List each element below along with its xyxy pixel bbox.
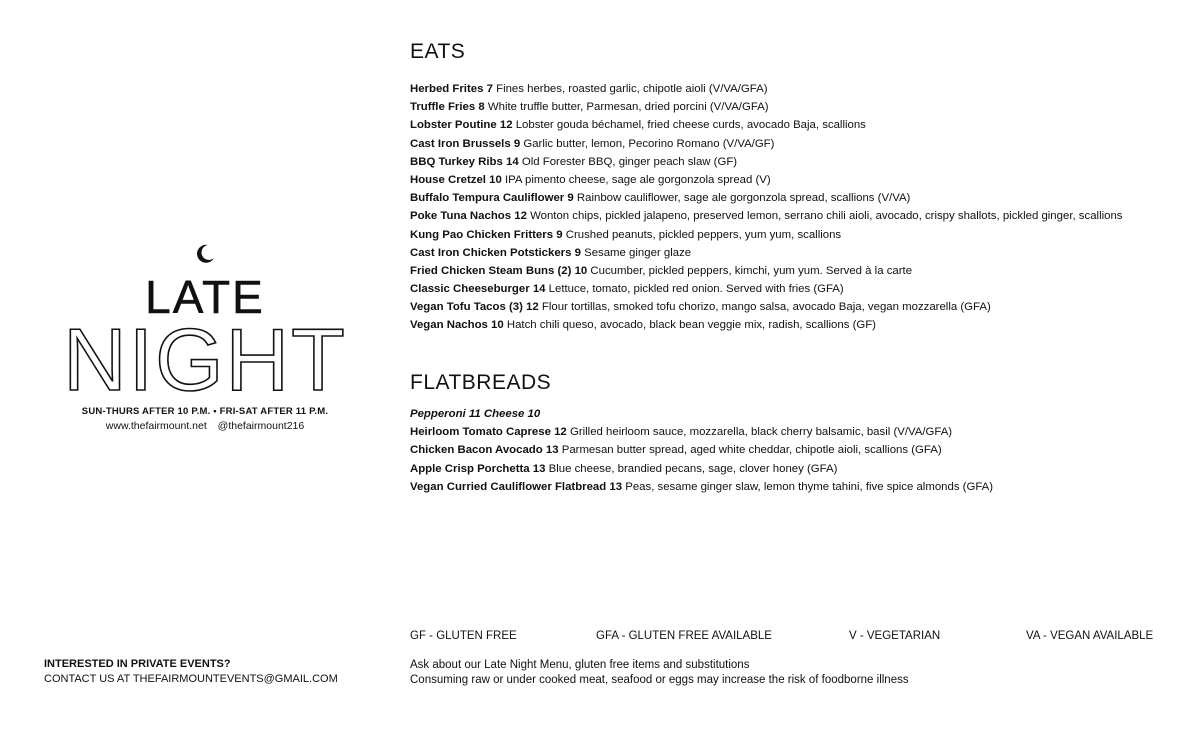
legend-gfa: GFA - GLUTEN FREE AVAILABLE: [596, 630, 772, 642]
menu-item: [410, 478, 1190, 496]
menu-item-name: Classic Cheeseburger 14: [410, 283, 546, 296]
flatbreads-heading: FLATBREADS: [410, 371, 552, 394]
menu-item: [410, 441, 1190, 459]
private-events-contact[interactable]: CONTACT US AT THEFAIRMOUNTEVENTS@GMAIL.COM: [44, 673, 338, 685]
menu-item-name: Vegan Nachos 10: [410, 319, 504, 332]
menu-item-description: Garlic butter, lemon, Pecorino Romano (V/VA/GF): [523, 137, 775, 150]
private-events: [44, 657, 338, 687]
menu-item-description: Rainbow cauliflower, sage ale gorgonzola spread, scallions (V/VA): [576, 192, 911, 205]
menu-item: [410, 189, 1190, 207]
web-links: [40, 420, 370, 432]
website-link[interactable]: www.thefairmount.net: [105, 420, 207, 432]
menu-item-description: Fines herbes, roasted garlic, chipotle aioli (V/VA/GFA): [496, 83, 768, 95]
social-handle[interactable]: @thefairmount216: [217, 420, 305, 432]
foodborne-warning: Consuming raw or under cooked meat, seafood or eggs may increase the risk of foodborne illness: [410, 673, 909, 686]
eats-heading: EATS: [410, 40, 466, 63]
menu-item-description: Grilled heirloom sauce, mozzarella, black cherry balsamic, basil (V/VA/GFA): [569, 426, 953, 439]
menu-item-description: Lobster gouda béchamel, fried cheese curds, avocado Baja, scallions: [515, 119, 866, 132]
menu-item: [410, 280, 1190, 298]
menu-item-name: Buffalo Tempura Cauliflower 9: [410, 192, 574, 205]
menu-item-description: Parmesan butter spread, aged white cheddar, chipotle aioli, scallions (GFA): [561, 444, 942, 457]
menu-item-name: Vegan Tofu Tacos (3) 12: [410, 301, 539, 314]
crescent-moon-icon: [194, 243, 216, 265]
menu-item: [410, 262, 1190, 280]
legend-v: V - VEGETARIAN: [849, 630, 941, 642]
menu-item: [410, 116, 1190, 134]
menu-item-name: Apple Crisp Porchetta 13: [410, 462, 546, 475]
menu-item-name: Heirloom Tomato Caprese 12: [410, 426, 567, 439]
menu-item: [410, 316, 1190, 334]
menu-item-description: Wonton chips, pickled jalapeno, preserved lemon, serrano chili aioli, avocado, crispy shallots, pickled ginger, scallions: [530, 210, 1123, 223]
menu-item-description: Blue cheese, brandied pecans, sage, clover honey (GFA): [548, 462, 838, 475]
menu-item-description: Old Forester BBQ, ginger peach slaw (GF): [521, 155, 738, 168]
menu-item: [410, 171, 1190, 189]
menu-item: [410, 244, 1190, 262]
menu-item: [410, 153, 1190, 171]
menu-item-description: Peas, sesame ginger slaw, lemon thyme tahini, five spice almonds (GFA): [625, 480, 994, 493]
menu-item-name: House Cretzel 10: [410, 173, 502, 186]
menu-item-description: Crushed peanuts, pickled peppers, yum yum, scallions: [565, 228, 842, 241]
menu-item-name: Fried Chicken Steam Buns (2) 10: [410, 264, 588, 277]
menu-item-description: IPA pimento cheese, sage ale gorgonzola spread (V): [504, 173, 771, 186]
menu-item: [410, 135, 1190, 153]
classic-flatbreads-line: Pepperoni 11 Cheese 10: [410, 408, 541, 420]
flatbreads-list: [410, 405, 1190, 496]
menu-item-description: Sesame ginger glaze: [584, 246, 692, 259]
menu-item-name: Cast Iron Brussels 9: [410, 137, 521, 150]
menu-item-name: Kung Pao Chicken Fritters 9: [410, 228, 563, 241]
menu-item-name: BBQ Turkey Ribs 14: [410, 155, 519, 168]
menu-item-name: Cast Iron Chicken Potstickers 9: [410, 246, 581, 259]
menu-item-name: Poke Tuna Nachos 12: [410, 210, 527, 223]
menu-item-description: Cucumber, pickled peppers, kimchi, yum yum. Served à la carte: [590, 264, 913, 277]
menu-item: [410, 80, 1190, 98]
legend-gf: GF - GLUTEN FREE: [410, 630, 517, 642]
substitutions-note: Ask about our Late Night Menu, gluten free items and substitutions: [410, 659, 750, 671]
menu-notes: [410, 658, 909, 687]
menu-item: [410, 460, 1190, 478]
night-logo-text: NIGHT: [63, 310, 347, 409]
menu-item: [410, 298, 1190, 316]
menu-item-name: Herbed Frites 7: [410, 83, 493, 95]
private-events-heading: INTERESTED IN PRIVATE EVENTS?: [44, 658, 231, 670]
menu-item-name: Vegan Curried Cauliflower Flatbread 13: [410, 480, 623, 493]
menu-item: [410, 98, 1190, 116]
menu-item-description: Hatch chili queso, avocado, black bean veggie mix, radish, scallions (GF): [506, 319, 876, 332]
hours-text: SUN-THURS AFTER 10 P.M. • FRI-SAT AFTER 11 P.M.: [81, 406, 329, 417]
menu-item-description: Flour tortillas, smoked tofu chorizo, mango salsa, avocado Baja, vegan mozzarella (GFA): [541, 301, 991, 314]
menu-item-description: White truffle butter, Parmesan, dried porcini (V/VA/GFA): [487, 101, 769, 114]
menu-item: [410, 207, 1190, 225]
late-logo-text: LATE: [145, 271, 265, 323]
menu-item-name: Lobster Poutine 12: [410, 119, 513, 132]
menu-item-description: Lettuce, tomato, pickled red onion. Served with fries (GFA): [548, 283, 844, 296]
legend-va: VA - VEGAN AVAILABLE: [1026, 630, 1154, 642]
menu-item-name: Chicken Bacon Avocado 13: [410, 444, 559, 457]
eats-list: [410, 80, 1190, 335]
menu-item: [410, 423, 1190, 441]
menu-item-name: Truffle Fries 8: [410, 101, 485, 114]
menu-item: [410, 226, 1190, 244]
